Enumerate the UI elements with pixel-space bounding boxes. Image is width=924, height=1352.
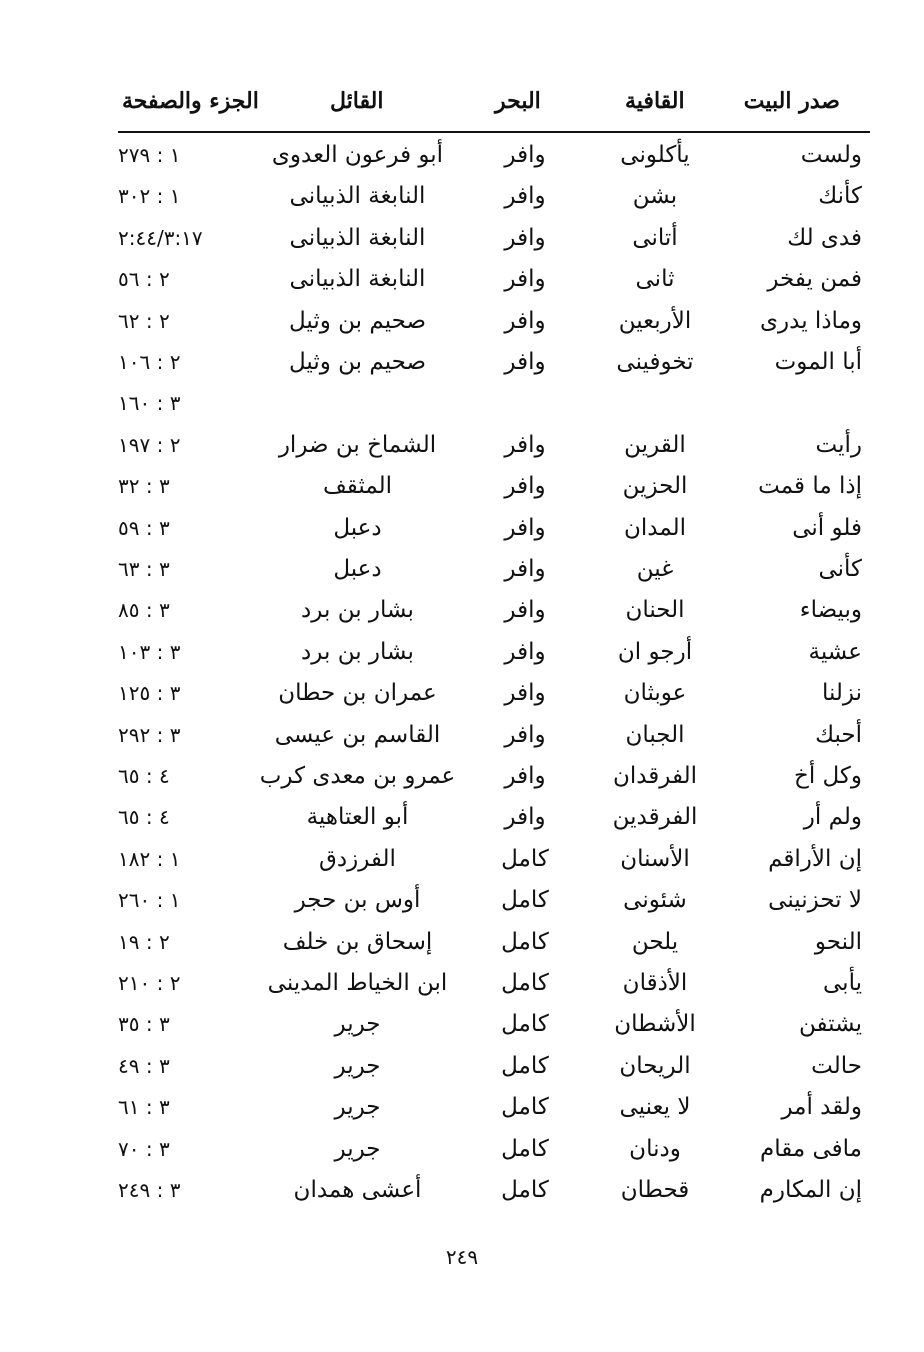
poet-cell: أبو العتاهية — [306, 804, 409, 831]
volume-page-cell: ١ : ١٨٢ — [118, 846, 181, 871]
rhyme-cell: ودنان — [629, 1135, 681, 1162]
meter-cell: كامل — [501, 845, 549, 872]
verse-start-cell: وماذا يدرى — [760, 307, 862, 334]
rhyme-cell: القرين — [624, 431, 686, 458]
table-row — [0, 720, 924, 760]
poet-cell: جرير — [334, 1052, 381, 1079]
table-row — [0, 595, 924, 635]
meter-cell: وافر — [504, 514, 546, 541]
volume-page-cell: ٣ : ٢٤٩ — [118, 1178, 181, 1202]
rhyme-cell: الفرقدان — [612, 763, 698, 789]
poet-cell: أعشى همدان — [293, 1177, 422, 1203]
poet-cell: القاسم بن عيسى — [274, 721, 441, 748]
table-row — [0, 430, 924, 470]
verse-start-cell: فدى لك — [787, 224, 862, 251]
table-row — [0, 761, 924, 801]
table-row — [0, 802, 924, 842]
table-row — [0, 347, 924, 387]
meter-cell: وافر — [504, 266, 546, 293]
rhyme-cell: أرجو ان — [617, 638, 693, 665]
table-header — [110, 88, 870, 128]
meter-cell: وافر — [504, 680, 546, 707]
volume-page-cell: ٢ : ١٩٧ — [118, 432, 181, 457]
rhyme-cell: الأربعين — [618, 307, 692, 334]
volume-page-cell: ٣ : ٣٢ — [118, 474, 170, 499]
verse-start-cell: لا تحزنينى — [768, 887, 862, 914]
verse-start-cell: وكل أخ — [793, 763, 862, 789]
table-row — [0, 1051, 924, 1091]
header-juz: الجزء والصفحة — [122, 88, 259, 114]
table-row — [0, 927, 924, 967]
rhyme-cell: غين — [636, 556, 674, 582]
header-bahr: البحر — [495, 88, 541, 114]
verse-start-cell: أحبك — [815, 721, 862, 748]
table-row — [0, 885, 924, 925]
verse-start-cell: إن الأراقم — [768, 845, 862, 872]
volume-page-cell: ٣ : ٦٣ — [118, 557, 170, 581]
verse-start-cell: أبا الموت — [774, 349, 862, 375]
meter-cell: وافر — [504, 721, 546, 748]
table-row — [0, 1092, 924, 1132]
meter-cell: وافر — [504, 763, 546, 789]
volume-page-cell: ٣ : ١٢٥ — [118, 681, 181, 706]
rhyme-cell: ثانى — [635, 266, 675, 293]
volume-page-cell: ٣ : ٧٠ — [118, 1136, 170, 1161]
verse-start-cell: إذا ما قمت — [758, 473, 862, 500]
table-row — [0, 513, 924, 553]
verse-start-cell: إن المكارم — [759, 1177, 862, 1203]
meter-cell: وافر — [504, 804, 546, 831]
verse-start-cell: رأيت — [815, 431, 862, 458]
verse-start-cell: مافى مقام — [759, 1135, 862, 1162]
table-row — [0, 1134, 924, 1174]
meter-cell: وافر — [504, 473, 546, 500]
verse-start-cell: فمن يفخر — [767, 266, 862, 293]
volume-page-cell: ١ : ٢٧٩ — [118, 143, 181, 167]
volume-page-cell: ٣ : ٤٩ — [118, 1053, 170, 1078]
rhyme-cell: لا يعنيى — [619, 1094, 691, 1121]
volume-page-cell: ٢ : ٦٢ — [118, 308, 170, 333]
verse-start-cell: ولست — [800, 142, 862, 168]
volume-page-cell: ٢ : ١٩ — [118, 929, 170, 954]
poet-cell: جرير — [334, 1135, 381, 1162]
poet-cell: دعبل — [333, 556, 382, 582]
rhyme-cell: الجبان — [625, 721, 685, 748]
rhyme-cell: أتانى — [632, 224, 678, 251]
table-row — [0, 1175, 924, 1215]
meter-cell: وافر — [504, 431, 546, 458]
rhyme-cell: عوبثان — [623, 680, 687, 707]
meter-cell: كامل — [501, 1177, 549, 1203]
header-divider — [118, 131, 870, 133]
poet-cell: المثقف — [322, 473, 393, 500]
rhyme-cell: يأكلونى — [620, 142, 690, 168]
meter-cell: وافر — [504, 597, 546, 624]
meter-cell: وافر — [504, 349, 546, 375]
meter-cell: كامل — [501, 970, 549, 996]
poet-cell: دعبل — [333, 514, 382, 541]
volume-page-cell: ٣ : ١٠٣ — [118, 639, 181, 664]
table-row — [0, 637, 924, 677]
verse-start-cell: كأنى — [818, 556, 862, 582]
volume-page-cell: ٣ : ٨٥ — [118, 598, 170, 623]
poet-cell: الفرزدق — [319, 845, 396, 872]
table-row — [0, 844, 924, 884]
poet-cell: النابغة الذبيانى — [289, 183, 426, 210]
verse-start-cell: حالت — [811, 1052, 862, 1079]
volume-page-cell: ٢:٤٤/٣:١٧ — [118, 225, 203, 250]
volume-page-cell: ٣ : ٥٩ — [118, 515, 170, 540]
table-row — [0, 1009, 924, 1049]
volume-page-cell: ٢ : ٥٦ — [118, 267, 170, 292]
volume-page-cell: ٣ : ٢٩٢ — [118, 722, 181, 747]
table-row — [0, 223, 924, 263]
verse-start-cell: فلو أنى — [792, 514, 862, 541]
table-row — [0, 554, 924, 594]
poet-cell: عمرو بن معدى كرب — [259, 763, 456, 789]
volume-page-cell: ١ : ٣٠٢ — [118, 184, 181, 209]
poet-cell: بشار بن برد — [301, 638, 414, 665]
rhyme-cell: شئونى — [623, 887, 687, 914]
verse-start-cell: ولقد أمر — [781, 1094, 862, 1121]
rhyme-cell: يلحن — [631, 928, 679, 955]
poet-cell: جرير — [334, 1011, 381, 1038]
header-sadr: صدر البيت — [743, 88, 840, 114]
poet-cell: النابغة الذبيانى — [289, 224, 426, 251]
meter-cell: وافر — [504, 307, 546, 334]
table-row — [0, 388, 924, 428]
volume-page-cell: ٣ : ١٦٠ — [118, 391, 181, 416]
meter-cell: وافر — [504, 224, 546, 251]
poet-cell: أوس بن حجر — [294, 887, 421, 914]
volume-page-cell: ٤ : ٦٥ — [118, 764, 170, 788]
meter-cell: كامل — [501, 1094, 549, 1121]
verse-start-cell: ولم أر — [803, 804, 862, 831]
verse-start-cell: يأبى — [823, 970, 862, 996]
table-row — [0, 471, 924, 511]
volume-page-cell: ١ : ٢٦٠ — [118, 888, 181, 913]
poet-cell: النابغة الذبيانى — [289, 266, 426, 293]
meter-cell: كامل — [501, 887, 549, 914]
poet-cell: ابن الخياط المدينى — [267, 970, 448, 996]
meter-cell: كامل — [501, 1011, 549, 1038]
table-row — [0, 264, 924, 304]
verse-start-cell: وبيضاء — [799, 597, 862, 624]
poet-cell: أبو فرعون العدوى — [271, 142, 444, 168]
table-row — [0, 306, 924, 346]
header-qafia: القافية — [625, 88, 685, 114]
meter-cell: وافر — [504, 142, 546, 168]
meter-cell: كامل — [501, 1135, 549, 1162]
poet-cell: جرير — [334, 1094, 381, 1121]
verse-start-cell: النحو — [814, 928, 862, 955]
poet-cell: صحيم بن وثيل — [288, 349, 427, 375]
meter-cell: كامل — [501, 928, 549, 955]
verse-start-cell: كأنك — [818, 183, 862, 210]
verse-start-cell: عشية — [808, 638, 862, 665]
poet-cell: بشار بن برد — [301, 597, 414, 624]
rhyme-cell: الريحان — [619, 1052, 691, 1079]
meter-cell: وافر — [504, 183, 546, 210]
poet-cell: الشماخ بن ضرار — [278, 431, 437, 458]
rhyme-cell: الحزين — [622, 473, 688, 500]
rhyme-cell: المدان — [623, 514, 687, 541]
meter-cell: كامل — [501, 1052, 549, 1079]
poet-cell: عمران بن حطان — [278, 680, 437, 707]
poet-cell: إسحاق بن خلف — [282, 928, 433, 955]
volume-page-cell: ٣ : ٣٥ — [118, 1012, 170, 1037]
table-row — [0, 678, 924, 718]
meter-cell: وافر — [504, 556, 546, 582]
rhyme-cell: قحطان — [620, 1177, 690, 1203]
volume-page-cell: ٣ : ٦١ — [118, 1095, 170, 1120]
table-row — [0, 181, 924, 221]
rhyme-cell: الأشطان — [614, 1011, 696, 1038]
rhyme-cell: بشن — [632, 183, 678, 210]
rhyme-cell: الأسنان — [620, 845, 690, 872]
verse-start-cell: يشتفن — [798, 1011, 862, 1038]
page-number: ٢٤٩ — [445, 1245, 479, 1269]
verse-start-cell: نزلنا — [821, 680, 862, 707]
header-qael: القائل — [330, 88, 384, 114]
table-row — [0, 140, 924, 180]
volume-page-cell: ٤ : ٦٥ — [118, 805, 170, 830]
rhyme-cell: الحنان — [625, 597, 685, 624]
meter-cell: وافر — [504, 638, 546, 665]
volume-page-cell: ٢ : ٢١٠ — [118, 971, 181, 995]
table-row — [0, 968, 924, 1008]
rhyme-cell: الأذقان — [622, 970, 688, 996]
rhyme-cell: الفرقدين — [612, 804, 698, 831]
rhyme-cell: تخوفينى — [616, 349, 694, 375]
volume-page-cell: ٢ : ١٠٦ — [118, 350, 181, 374]
poet-cell: صحيم بن وثيل — [288, 307, 427, 334]
